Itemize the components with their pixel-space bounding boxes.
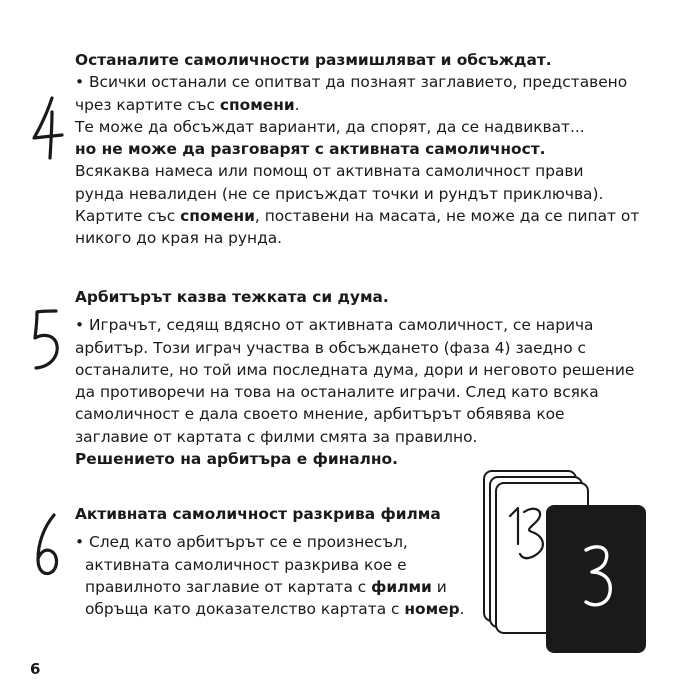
step-4-line: Те може да обсъждат варианти, да спорят, да се надвикват... <box>75 117 585 136</box>
step-4-line: • Всички останали се опитват да познаят заглавието, представено <box>75 73 628 92</box>
step-6-heading: Активната самоличност разкрива филма <box>75 505 441 523</box>
step-5-line: останалите, но той има последната дума, дори и неговото решение <box>75 360 635 379</box>
step-5-line: Решението на арбитъра е финално. <box>75 450 398 469</box>
step-4-heading: Останалите самоличности размишляват и обсъждат. <box>75 51 552 69</box>
step-5-line: арбитър. Този играч участва в обсъждането (фаза 4) заедно с <box>75 338 587 357</box>
step-4-text <box>75 49 645 250</box>
step-5-line: заглавие от картата с филми смята за правилно. <box>75 427 478 446</box>
step-5-line: самоличност е дала своето мнение, арбитърът обявява кое <box>75 405 565 424</box>
step-5-heading: Арбитърът казва тежката си дума. <box>75 288 389 306</box>
handwritten-five-icon <box>32 308 60 370</box>
step-4-line: но не може да разговарят с активната самоличност. <box>75 140 546 159</box>
keyword-number: номер <box>404 600 460 619</box>
number-cards-illustration <box>482 468 652 658</box>
step-6-text <box>75 503 475 620</box>
step-5-line: да противоречи на това на останалите играчи. След като всяка <box>75 383 599 402</box>
step-6-line: активната самоличност разкрива кое е <box>85 555 407 574</box>
step-4-line: Всякаква намеса или помощ от активната самоличност прави <box>75 162 584 181</box>
step-4-line: Картите със спомени, поставени на масата, не може да се пипат от <box>75 207 640 226</box>
black-number-card <box>546 505 646 653</box>
step-number-6 <box>34 513 62 577</box>
handwritten-six-icon <box>34 513 62 577</box>
step-6-line: правилното заглавие от картата с филми и <box>85 577 447 596</box>
step-6-line: обръща като доказателство картата с номер. <box>85 600 465 619</box>
step-6-line: • След като арбитърът се е произнесъл, <box>75 533 408 552</box>
keyword-memories: спомени <box>180 207 255 226</box>
step-5-line: • Играчът, седящ вдясно от активната самоличност, се нарича <box>75 316 594 335</box>
step-4-line: никого до края на рунда. <box>75 229 283 248</box>
step-4-line: чрез картите със спомени. <box>75 95 300 114</box>
step-number-4 <box>30 96 64 160</box>
step-4-line: рунда невалиден (не се присъждат точки и рундът приключва). <box>75 184 604 203</box>
handwritten-four-icon <box>30 96 64 160</box>
step-5-text <box>75 286 645 470</box>
page-number: 6 <box>30 660 41 678</box>
step-number-5 <box>32 308 60 370</box>
cards-icon <box>482 468 652 658</box>
keyword-films: филми <box>371 577 432 596</box>
keyword-memories: спомени <box>219 95 295 114</box>
